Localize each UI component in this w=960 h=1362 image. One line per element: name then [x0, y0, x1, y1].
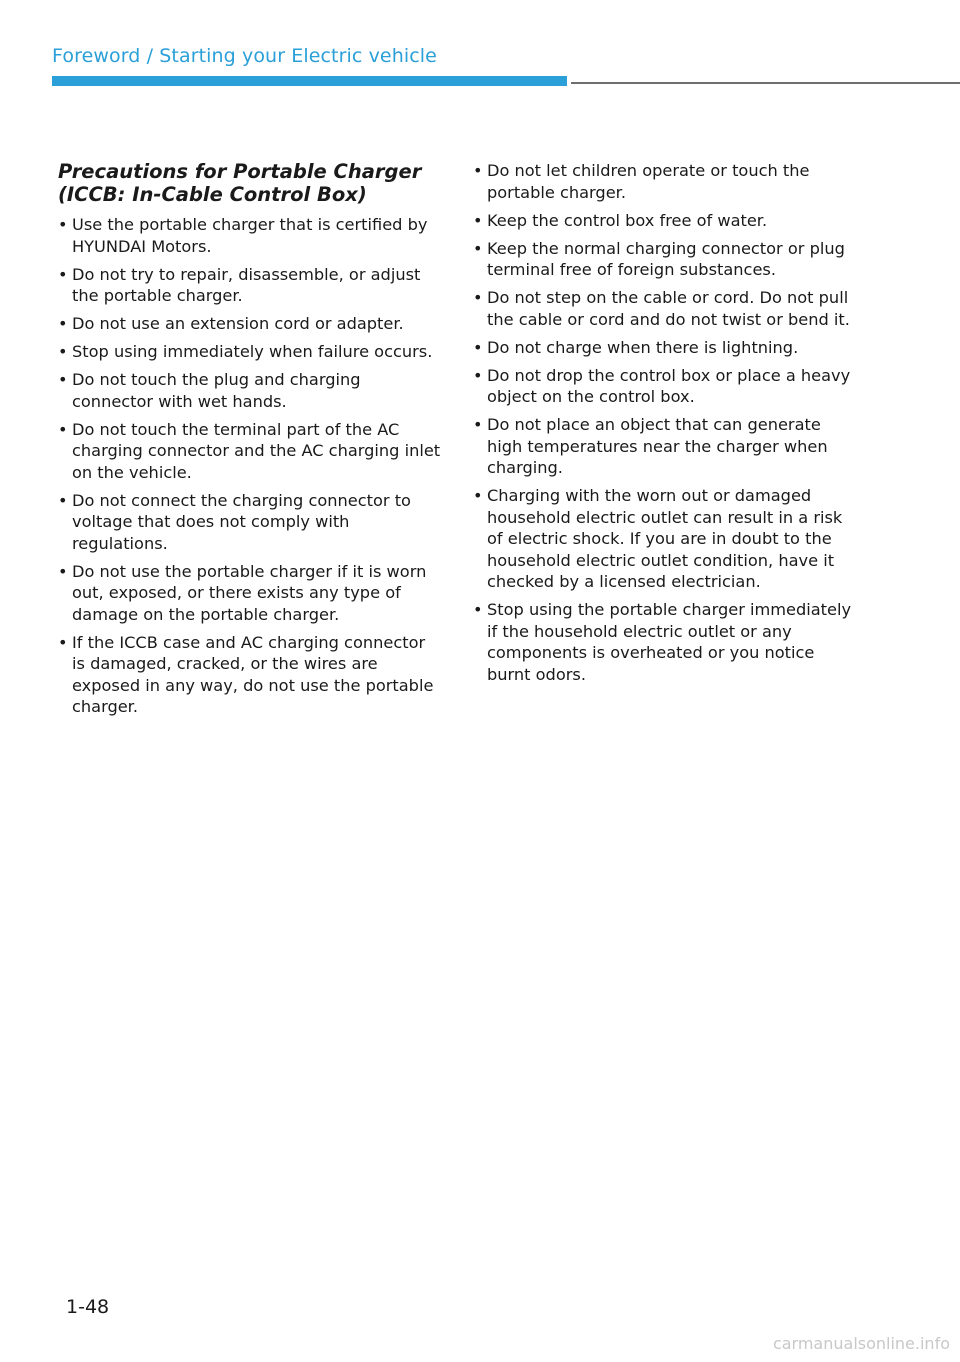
header-title: Foreword / Starting your Electric vehicle — [52, 45, 437, 67]
list-item-text: Do not place an object that can generate high temperatures near the charger when charging. — [487, 415, 828, 477]
bullet-icon: • — [473, 210, 483, 230]
list-item — [58, 369, 443, 412]
list-item — [58, 214, 443, 257]
list-item — [58, 264, 443, 307]
bullet-icon: • — [58, 264, 68, 284]
list-item-text: Do not let children operate or touch the portable charger. — [487, 161, 810, 202]
left-bullet-list — [58, 214, 443, 718]
list-item — [473, 485, 858, 593]
list-item-text: Do not try to repair, disassemble, or adjust the portable charger. — [72, 264, 421, 305]
bullet-icon: • — [473, 486, 483, 505]
list-item — [58, 313, 443, 335]
list-item — [473, 599, 858, 685]
right-column — [473, 160, 858, 692]
list-item-text: Use the portable charger that is certified by HYUNDAI Motors. — [72, 215, 428, 256]
section-title — [58, 160, 443, 206]
list-item-text: Do not connect the charging connector to voltage that does not comply with regulations. — [72, 490, 411, 553]
bullet-icon: • — [473, 288, 483, 307]
list-item-text: Charging with the worn out or damaged household electric outlet can result in a risk of electric shock. If you are in doubt to the household electric outlet condition, have it checked by a licensed electrician. — [487, 486, 843, 591]
list-item — [473, 414, 858, 479]
left-column — [58, 160, 443, 724]
list-item — [58, 561, 443, 626]
section-title-line-1: Precautions for Portable Charger — [58, 160, 422, 183]
bullet-icon: • — [473, 161, 483, 180]
list-item-text: Stop using immediately when failure occurs. — [72, 342, 433, 361]
list-item — [473, 160, 858, 203]
bullet-icon: • — [58, 342, 68, 361]
right-bullet-list — [473, 160, 858, 685]
bullet-icon: • — [473, 365, 483, 385]
list-item-text: Keep the control box free of water. — [487, 210, 768, 230]
bullet-icon: • — [58, 632, 68, 652]
list-item — [473, 238, 858, 281]
list-item-text: Stop using the portable charger immediately if the household electric outlet or any components is overheated or you notice burnt odors. — [487, 600, 852, 684]
list-item — [58, 341, 443, 363]
bullet-icon: • — [58, 370, 68, 389]
header-accent-bar — [52, 76, 567, 86]
list-item-text: Do not touch the plug and charging connector with wet hands. — [72, 370, 361, 411]
bullet-icon: • — [473, 415, 483, 434]
bullet-icon: • — [473, 337, 483, 357]
list-item — [473, 337, 858, 359]
list-item — [473, 210, 858, 232]
bullet-icon: • — [58, 419, 68, 439]
list-item-text: Do not touch the terminal part of the AC charging connector and the AC charging inlet on the vehicle. — [72, 419, 441, 482]
bullet-icon: • — [58, 314, 68, 333]
watermark: carmanualsonline.info — [772, 1334, 950, 1353]
list-item-text: Do not use an extension cord or adapter. — [72, 314, 404, 333]
bullet-icon: • — [473, 600, 483, 619]
page-number: 1-48 — [66, 1296, 110, 1318]
list-item-text: Do not charge when there is lightning. — [487, 337, 799, 357]
list-item-text: If the ICCB case and AC charging connector is damaged, cracked, or the wires are exposed in any way, do not use the portable charger. — [72, 632, 434, 716]
list-item-text: Do not step on the cable or cord. Do not pull the cable or cord and do not twist or bend it. — [487, 288, 850, 329]
list-item — [58, 632, 443, 718]
header-divider-line — [571, 82, 960, 84]
bullet-icon: • — [473, 238, 483, 258]
list-item — [58, 490, 443, 555]
list-item — [473, 287, 858, 330]
bullet-icon: • — [58, 490, 68, 510]
bullet-icon: • — [58, 561, 68, 581]
list-item — [473, 365, 858, 408]
list-item-text: Do not use the portable charger if it is worn out, exposed, or there exists any type of damage on the portable charger. — [72, 561, 427, 624]
list-item-text: Keep the normal charging connector or plug terminal free of foreign substances. — [487, 238, 845, 279]
bullet-icon: • — [58, 215, 68, 234]
list-item-text: Do not drop the control box or place a heavy object on the control box. — [487, 365, 851, 406]
section-title-line-2: (ICCB: In-Cable Control Box) — [58, 183, 367, 206]
list-item — [58, 419, 443, 484]
